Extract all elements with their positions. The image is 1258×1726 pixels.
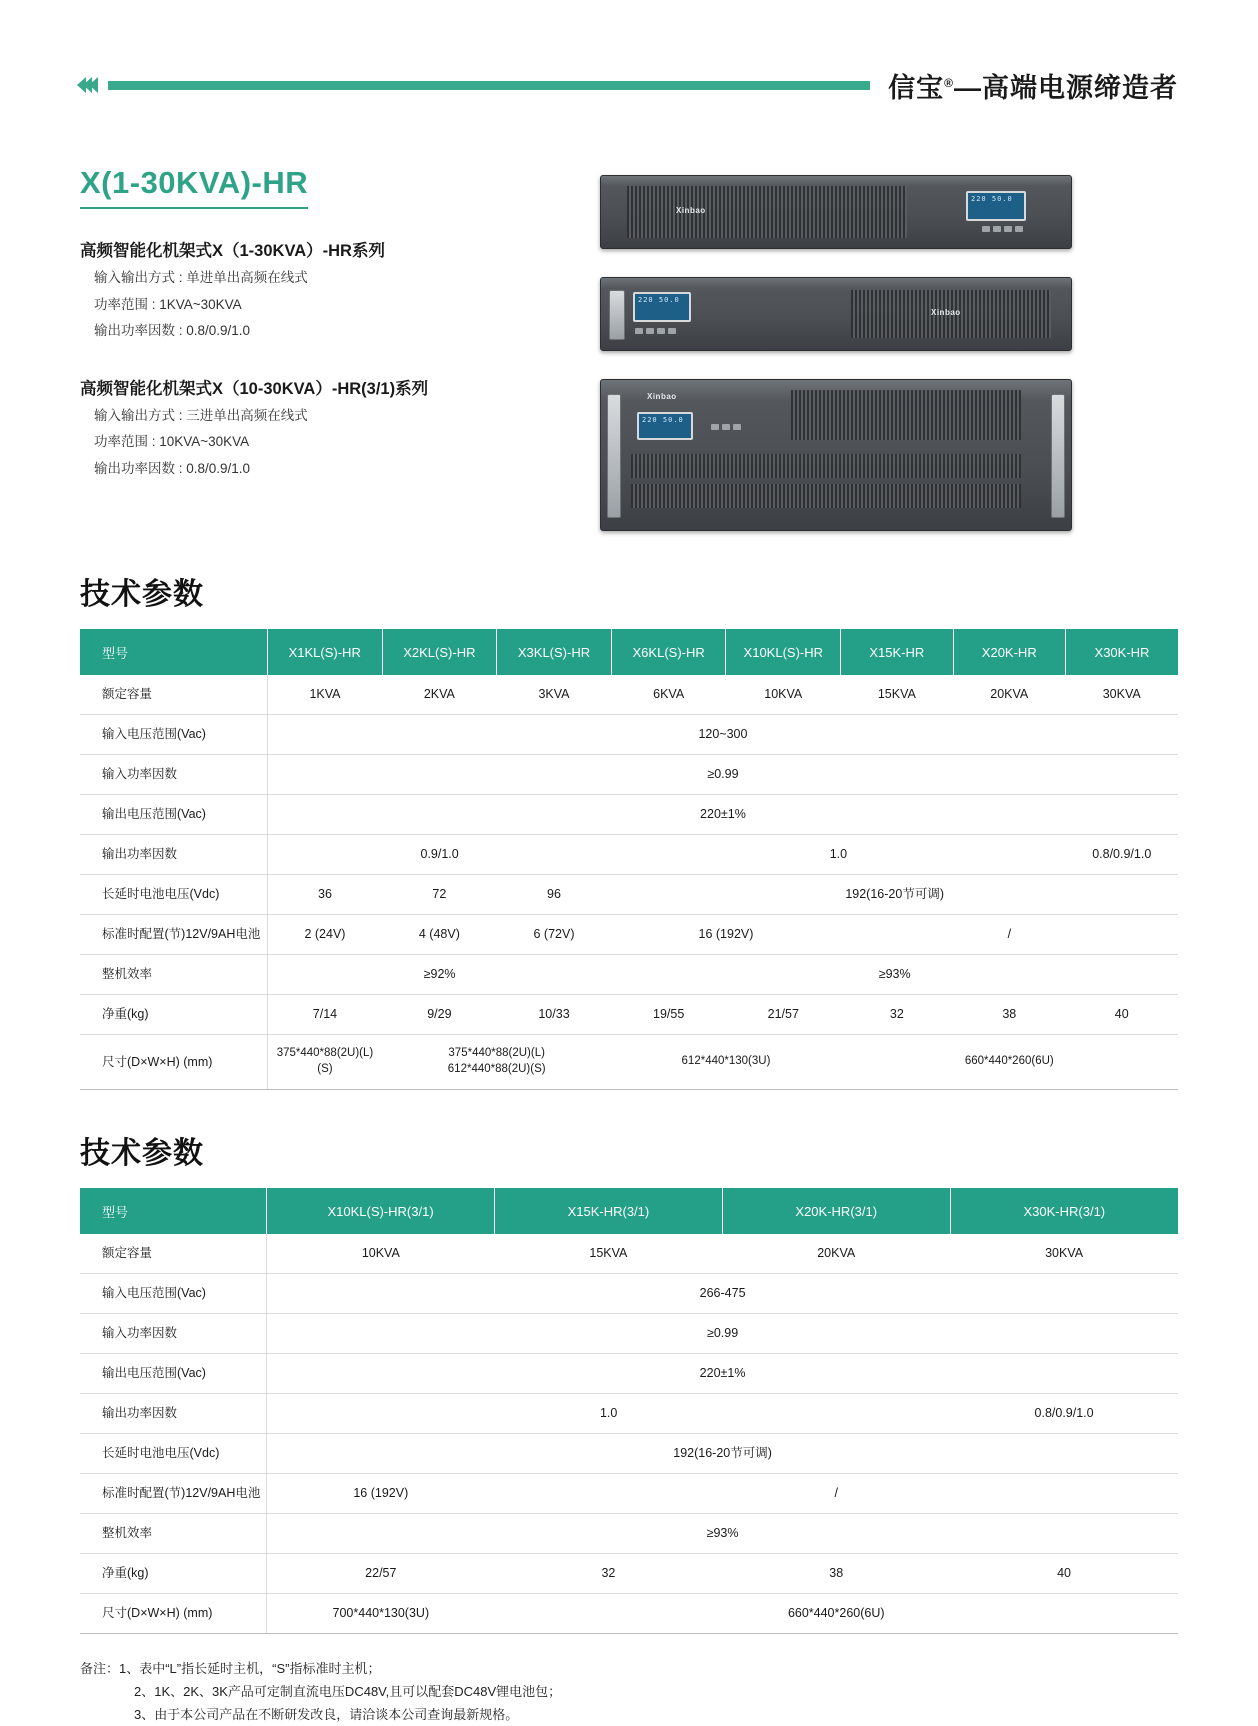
table-cell: / (841, 915, 1178, 955)
arrow-decoration (80, 77, 98, 93)
table-cell: ≥93% (611, 955, 1178, 995)
table-row (80, 1434, 1178, 1474)
table-row (80, 1274, 1178, 1314)
row-label: 尺寸(D×W×H) (mm) (80, 1035, 267, 1090)
vent-grille (791, 390, 1021, 440)
table-cell: 0.8/0.9/1.0 (950, 1394, 1178, 1434)
column-header-1: X1KL(S)-HR (267, 629, 382, 675)
row-label: 输出功率因数 (80, 1394, 267, 1434)
panel-button (1004, 226, 1012, 232)
table-cell: 0.9/1.0 (267, 835, 611, 875)
row-label: 尺寸(D×W×H) (mm) (80, 1594, 267, 1634)
column-header-3: X20K-HR(3/1) (722, 1188, 950, 1234)
table-header-row (80, 629, 1178, 675)
rack-handle-left (607, 394, 621, 518)
table2-body (80, 1234, 1178, 1634)
table-row (80, 1514, 1178, 1554)
table-cell: 32 (841, 995, 953, 1035)
row-label: 整机效率 (80, 955, 267, 995)
series2-line-1: 输入输出方式 : 三进单出高频在线式 (80, 406, 580, 426)
table-cell: 2 (24V) (267, 915, 382, 955)
table-row (80, 915, 1178, 955)
vent-grille (631, 454, 1021, 478)
table-cell: 30KVA (1065, 675, 1178, 715)
table-cell: / (494, 1474, 1178, 1514)
control-buttons (711, 424, 741, 430)
table-cell: 1.0 (267, 1394, 950, 1434)
lcd-line-1: 220 50.0 (638, 296, 686, 304)
table-row (80, 995, 1178, 1035)
column-header-7: X20K-HR (953, 629, 1065, 675)
column-header-2: X15K-HR(3/1) (494, 1188, 722, 1234)
product-logo: Xinbao (647, 392, 677, 401)
table-row (80, 1354, 1178, 1394)
table-cell (382, 1035, 611, 1090)
section1-title: 技术参数 (80, 569, 1178, 613)
series2-heading: 高频智能化机架式X（10-30KVA）-HR(3/1)系列 (80, 375, 580, 399)
chevron-left-icon (89, 77, 98, 93)
table-cell: 192(16-20节可调) (611, 875, 1178, 915)
table-row (80, 1394, 1178, 1434)
table-cell: 375*440*88(2U)(L)(S) (267, 1035, 382, 1090)
table-cell: 15KVA (494, 1234, 722, 1274)
brand-text: 信宝®—高端电源缔造者 (888, 73, 1178, 103)
brand-title (888, 66, 1178, 105)
table-cell: 10KVA (726, 675, 841, 715)
column-header-3: X3KL(S)-HR (497, 629, 612, 675)
table-cell: ≥92% (267, 955, 611, 995)
column-header-model: 型号 (80, 1188, 267, 1234)
product-logo: Xinbao (676, 206, 706, 215)
panel-button (646, 328, 654, 334)
table-cell: 120~300 (267, 715, 1178, 755)
table-cell: ≥0.99 (267, 755, 1178, 795)
table-header-row (80, 1188, 1178, 1234)
series1-heading: 高频智能化机架式X（1-30KVA）-HR系列 (80, 237, 580, 261)
column-header-1: X10KL(S)-HR(3/1) (267, 1188, 495, 1234)
column-header-4: X6KL(S)-HR (611, 629, 726, 675)
row-label: 净重(kg) (80, 1554, 267, 1594)
table-cell: 38 (953, 995, 1065, 1035)
table2-header (80, 1188, 1178, 1234)
table-cell: 6 (72V) (497, 915, 612, 955)
spec-table-three-phase (80, 1188, 1178, 1634)
table-row (80, 675, 1178, 715)
table-cell: 40 (950, 1554, 1178, 1594)
panel-button (993, 226, 1001, 232)
product-text-column (80, 165, 580, 531)
section-specs-2 (80, 1128, 1178, 1634)
row-label: 输出功率因数 (80, 835, 267, 875)
table-cell: ≥0.99 (267, 1314, 1178, 1354)
row-label: 标准时配置(节)12V/9AH电池 (80, 915, 267, 955)
table-cell: 36 (267, 875, 382, 915)
table-cell: 266-475 (267, 1274, 1178, 1314)
lcd-panel (633, 292, 691, 322)
panel-button (711, 424, 719, 430)
section-specs-1 (80, 569, 1178, 1090)
rack-handle-right (1051, 394, 1065, 518)
table1-body (80, 675, 1178, 1090)
table-cell: 660*440*260(6U) (841, 1035, 1178, 1090)
table-row (80, 795, 1178, 835)
table-cell: 220±1% (267, 795, 1178, 835)
table-cell: 16 (192V) (611, 915, 840, 955)
product-photo-rack-6u (600, 379, 1072, 531)
product-intro (80, 165, 1178, 531)
vent-grille (631, 484, 1021, 508)
row-label: 长延时电池电压(Vdc) (80, 1434, 267, 1474)
page-header (80, 0, 1178, 110)
table-row (80, 875, 1178, 915)
cell-line: 612*440*88(2U)(S) (386, 1062, 607, 1078)
series2-line-3: 输出功率因数 : 0.8/0.9/1.0 (80, 459, 580, 479)
table-cell: 96 (497, 875, 612, 915)
row-label: 长延时电池电压(Vdc) (80, 875, 267, 915)
column-header-8: X30K-HR (1065, 629, 1178, 675)
table-cell: 19/55 (611, 995, 726, 1035)
series1-line-1: 输入输出方式 : 单进单出高频在线式 (80, 268, 580, 288)
footnote-1: 备注：1、表中“L”指长延时主机，“S”指标准时主机； (80, 1658, 1178, 1681)
table-row (80, 1234, 1178, 1274)
panel-button (635, 328, 643, 334)
table-cell: 192(16-20节可调) (267, 1434, 1178, 1474)
table-cell: 10KVA (267, 1234, 495, 1274)
row-label: 额定容量 (80, 675, 267, 715)
table-cell: ≥93% (267, 1514, 1178, 1554)
row-label: 输入功率因数 (80, 1314, 267, 1354)
column-header-5: X10KL(S)-HR (726, 629, 841, 675)
table-cell: 612*440*130(3U) (611, 1035, 840, 1090)
footnote-3: 3、由于本公司产品在不断研发改良，请洽谈本公司查询最新规格。 (80, 1704, 1178, 1726)
table-cell: 9/29 (382, 995, 497, 1035)
control-buttons (635, 328, 676, 334)
table-cell: 38 (722, 1554, 950, 1594)
row-label: 额定容量 (80, 1234, 267, 1274)
table-row (80, 835, 1178, 875)
row-label: 输入功率因数 (80, 755, 267, 795)
lcd-line-1: 220 50.0 (642, 416, 688, 424)
table-cell: 72 (382, 875, 497, 915)
table-cell: 30KVA (950, 1234, 1178, 1274)
table-cell: 32 (494, 1554, 722, 1594)
column-header-4: X30K-HR(3/1) (950, 1188, 1178, 1234)
product-logo: Xinbao (931, 308, 961, 317)
cell-line: 375*440*88(2U)(L) (386, 1046, 607, 1062)
table-row (80, 715, 1178, 755)
table-cell: 2KVA (382, 675, 497, 715)
section2-title: 技术参数 (80, 1128, 1178, 1172)
table-row (80, 1035, 1178, 1090)
footnote-2: 2、1K、2K、3K产品可定制直流电压DC48V,且可以配套DC48V锂电池包； (80, 1681, 1178, 1704)
panel-button (657, 328, 665, 334)
table-cell: 21/57 (726, 995, 841, 1035)
spec-table-single-phase (80, 629, 1178, 1090)
lcd-panel (966, 191, 1026, 221)
table-cell: 220±1% (267, 1354, 1178, 1394)
table-cell: 40 (1065, 995, 1178, 1035)
panel-button (982, 226, 990, 232)
vent-grille (627, 186, 907, 238)
table-row (80, 1554, 1178, 1594)
table-cell: 6KVA (611, 675, 726, 715)
row-label: 整机效率 (80, 1514, 267, 1554)
table-cell: 20KVA (953, 675, 1065, 715)
table-cell: 7/14 (267, 995, 382, 1035)
row-label: 输入电压范围(Vac) (80, 715, 267, 755)
rack-handle-left (609, 290, 625, 340)
table-row (80, 1594, 1178, 1634)
product-image-column (600, 165, 1178, 531)
table1-header (80, 629, 1178, 675)
product-photo-rack-2u-angled (600, 277, 1072, 351)
lcd-line-1: 220 50.0 (971, 195, 1021, 203)
panel-button (733, 424, 741, 430)
series2-line-2: 功率范围 : 10KVA~30KVA (80, 432, 580, 452)
table-cell: 700*440*130(3U) (267, 1594, 495, 1634)
footnotes (80, 1658, 1178, 1726)
column-header-6: X15K-HR (841, 629, 953, 675)
registered-mark: ® (944, 76, 954, 90)
panel-button (722, 424, 730, 430)
table-cell: 22/57 (267, 1554, 495, 1594)
row-label: 输出电压范围(Vac) (80, 795, 267, 835)
table-cell: 1KVA (267, 675, 382, 715)
control-buttons (982, 226, 1023, 232)
header-rule (108, 81, 870, 90)
column-header-2: X2KL(S)-HR (382, 629, 497, 675)
lcd-panel (637, 412, 693, 440)
table-cell: 4 (48V) (382, 915, 497, 955)
page-title: X(1-30KVA)-HR (80, 165, 308, 209)
panel-button (1015, 226, 1023, 232)
table-row (80, 955, 1178, 995)
panel-button (668, 328, 676, 334)
table-cell: 1.0 (611, 835, 1065, 875)
table-cell: 15KVA (841, 675, 953, 715)
table-row (80, 755, 1178, 795)
row-label: 净重(kg) (80, 995, 267, 1035)
row-label: 输出电压范围(Vac) (80, 1354, 267, 1394)
series1-line-3: 输出功率因数 : 0.8/0.9/1.0 (80, 321, 580, 341)
table-row (80, 1314, 1178, 1354)
table-cell: 660*440*260(6U) (494, 1594, 1178, 1634)
row-label: 标准时配置(节)12V/9AH电池 (80, 1474, 267, 1514)
table-cell: 20KVA (722, 1234, 950, 1274)
table-cell: 0.8/0.9/1.0 (1065, 835, 1178, 875)
row-label: 输入电压范围(Vac) (80, 1274, 267, 1314)
table-cell: 16 (192V) (267, 1474, 495, 1514)
column-header-model: 型号 (80, 629, 267, 675)
product-photo-rack-2u-front (600, 175, 1072, 249)
table-cell: 3KVA (497, 675, 612, 715)
table-row (80, 1474, 1178, 1514)
series1-line-2: 功率范围 : 1KVA~30KVA (80, 295, 580, 315)
table-cell: 10/33 (497, 995, 612, 1035)
